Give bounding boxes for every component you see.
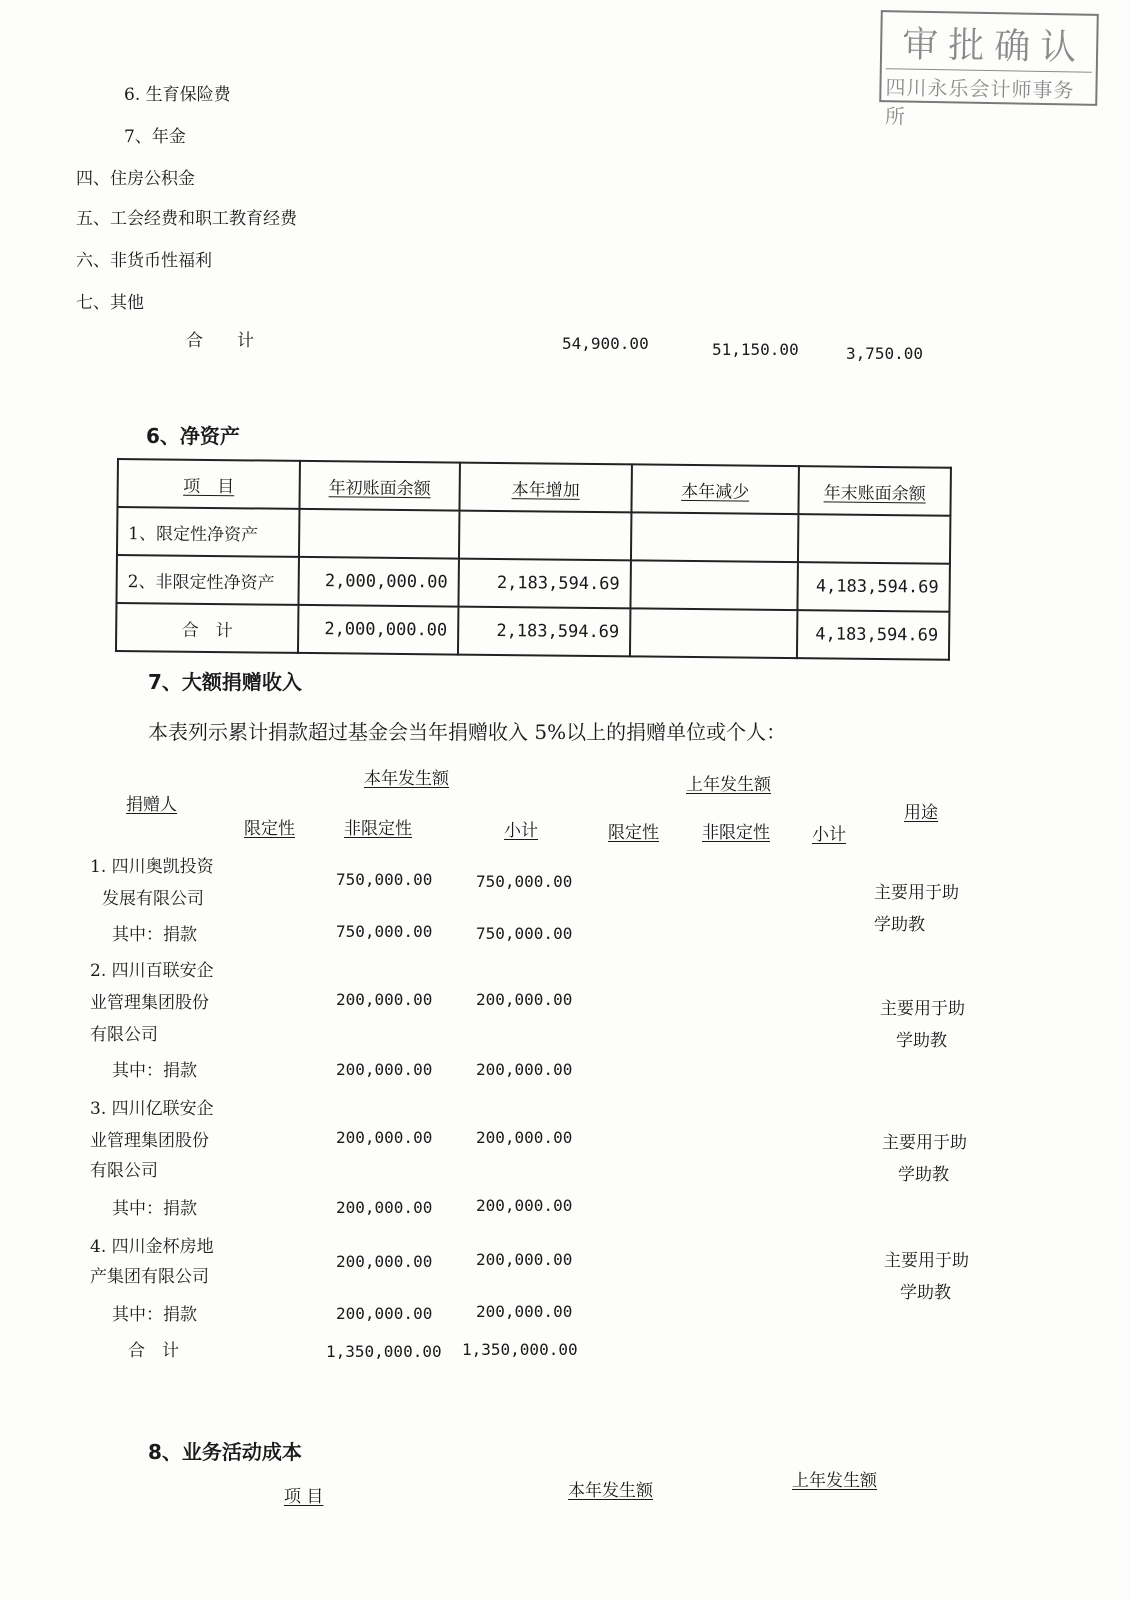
column-header: 项 目 — [117, 459, 299, 509]
total-amount: 1,350,000.00 — [326, 1342, 442, 1361]
section-intro: 本表列示累计捐款超过基金会当年捐赠收入 5%以上的捐赠单位或个人： — [148, 720, 787, 744]
table-header-row — [117, 459, 950, 516]
table-cell: 2,000,000.00 — [298, 557, 458, 607]
list-item: 四、住房公积金 — [76, 169, 195, 189]
column-header: 非限定性 — [344, 819, 412, 839]
table-cell: 1、限定性净资产 — [117, 507, 299, 557]
net-assets-table — [115, 458, 952, 661]
sub-label: 其中：捐款 — [112, 1305, 197, 1325]
list-item: 7、年金 — [124, 127, 186, 147]
purpose: 学助教 — [900, 1283, 951, 1303]
column-header: 捐赠人 — [126, 795, 177, 815]
amount: 200,000.00 — [476, 1128, 573, 1147]
amount: 200,000.00 — [336, 1060, 433, 1079]
column-header: 小计 — [504, 821, 538, 841]
amount: 200,000.00 — [336, 1304, 433, 1323]
table-cell: 2,183,594.69 — [458, 607, 630, 657]
sub-label: 其中：捐款 — [112, 1199, 197, 1219]
purpose: 学助教 — [898, 1165, 949, 1185]
amount: 200,000.00 — [336, 990, 433, 1009]
column-header: 小计 — [812, 825, 846, 845]
amount: 200,000.00 — [476, 1060, 573, 1079]
table-row — [116, 603, 949, 660]
list-item: 六、非货币性福利 — [76, 251, 212, 271]
amount: 200,000.00 — [336, 1252, 433, 1271]
audit-stamp — [879, 10, 1099, 129]
column-header: 上年发生额 — [792, 1471, 877, 1491]
total-amount: 1,350,000.00 — [462, 1340, 578, 1359]
column-group-header: 本年发生额 — [364, 769, 449, 789]
purpose: 学助教 — [896, 1031, 947, 1051]
column-header: 本年增加 — [459, 463, 631, 513]
table-cell — [630, 560, 797, 610]
amount: 200,000.00 — [476, 1196, 573, 1215]
donor-name: 1. 四川奥凯投资 — [90, 857, 214, 877]
amount: 750,000.00 — [476, 872, 573, 891]
column-header: 年初账面余额 — [299, 461, 459, 511]
amount: 200,000.00 — [476, 1250, 573, 1269]
donor-name: 有限公司 — [90, 1161, 158, 1181]
amount: 200,000.00 — [336, 1198, 433, 1217]
amount: 200,000.00 — [336, 1128, 433, 1147]
donor-name: 业管理集团股份 — [90, 1131, 209, 1151]
table-cell — [459, 511, 631, 561]
column-header: 年末账面余额 — [798, 466, 950, 516]
purpose: 主要用于助 — [880, 999, 965, 1019]
amount: 750,000.00 — [476, 924, 573, 943]
column-group-header: 上年发生额 — [686, 775, 771, 795]
table-cell: 4,183,594.69 — [797, 562, 949, 612]
table-cell — [299, 509, 459, 559]
sub-label: 其中：捐款 — [112, 1061, 197, 1081]
column-header: 项 目 — [284, 1487, 324, 1507]
total-value: 51,150.00 — [712, 340, 799, 359]
list-item: 6. 生育保险费 — [124, 85, 231, 105]
purpose: 主要用于助 — [884, 1251, 969, 1271]
section-title: 6、净资产 — [146, 424, 240, 448]
table-cell — [630, 608, 797, 658]
total-label: 合 计 — [186, 331, 254, 351]
total-value: 54,900.00 — [562, 334, 649, 353]
amount: 750,000.00 — [336, 922, 433, 941]
column-header: 非限定性 — [702, 823, 770, 843]
table-cell: 合 计 — [116, 603, 298, 653]
amount: 200,000.00 — [476, 1302, 573, 1321]
table-row — [116, 555, 949, 612]
purpose: 主要用于助 — [882, 1133, 967, 1153]
column-header: 本年减少 — [631, 464, 798, 514]
list-item: 五、工会经费和职工教育经费 — [76, 209, 297, 229]
section-title: 7、大额捐赠收入 — [148, 670, 302, 694]
sub-label: 其中：捐款 — [112, 925, 197, 945]
column-header: 用途 — [904, 803, 938, 823]
table-cell — [631, 512, 798, 562]
stamp-line1: 审批确认 — [901, 24, 1087, 69]
total-label: 合 计 — [128, 1341, 179, 1361]
list-item: 七、其他 — [76, 293, 144, 313]
column-header: 限定性 — [608, 823, 659, 843]
stamp-line2: 四川永乐会计师事务所 — [885, 68, 1092, 133]
table-cell: 4,183,594.69 — [797, 610, 949, 660]
table-row — [117, 507, 950, 564]
table-cell: 2,000,000.00 — [298, 605, 458, 655]
donor-name: 产集团有限公司 — [90, 1267, 209, 1287]
total-value: 3,750.00 — [846, 344, 924, 363]
column-header: 限定性 — [244, 819, 295, 839]
donor-name: 2. 四川百联安企 — [90, 961, 214, 981]
amount: 750,000.00 — [336, 870, 433, 889]
table-cell — [798, 514, 950, 564]
donor-name: 业管理集团股份 — [90, 993, 209, 1013]
table-cell: 2,183,594.69 — [458, 559, 630, 609]
purpose: 主要用于助 — [874, 883, 959, 903]
column-header: 本年发生额 — [568, 1481, 653, 1501]
purpose: 学助教 — [874, 915, 925, 935]
table-cell: 2、非限定性净资产 — [116, 555, 298, 605]
amount: 200,000.00 — [476, 990, 573, 1009]
donor-name: 3. 四川亿联安企 — [90, 1099, 214, 1119]
donor-name: 发展有限公司 — [102, 889, 204, 909]
section-title: 8、业务活动成本 — [148, 1440, 302, 1464]
donor-name: 4. 四川金杯房地 — [90, 1237, 214, 1257]
donor-name: 有限公司 — [90, 1025, 158, 1045]
